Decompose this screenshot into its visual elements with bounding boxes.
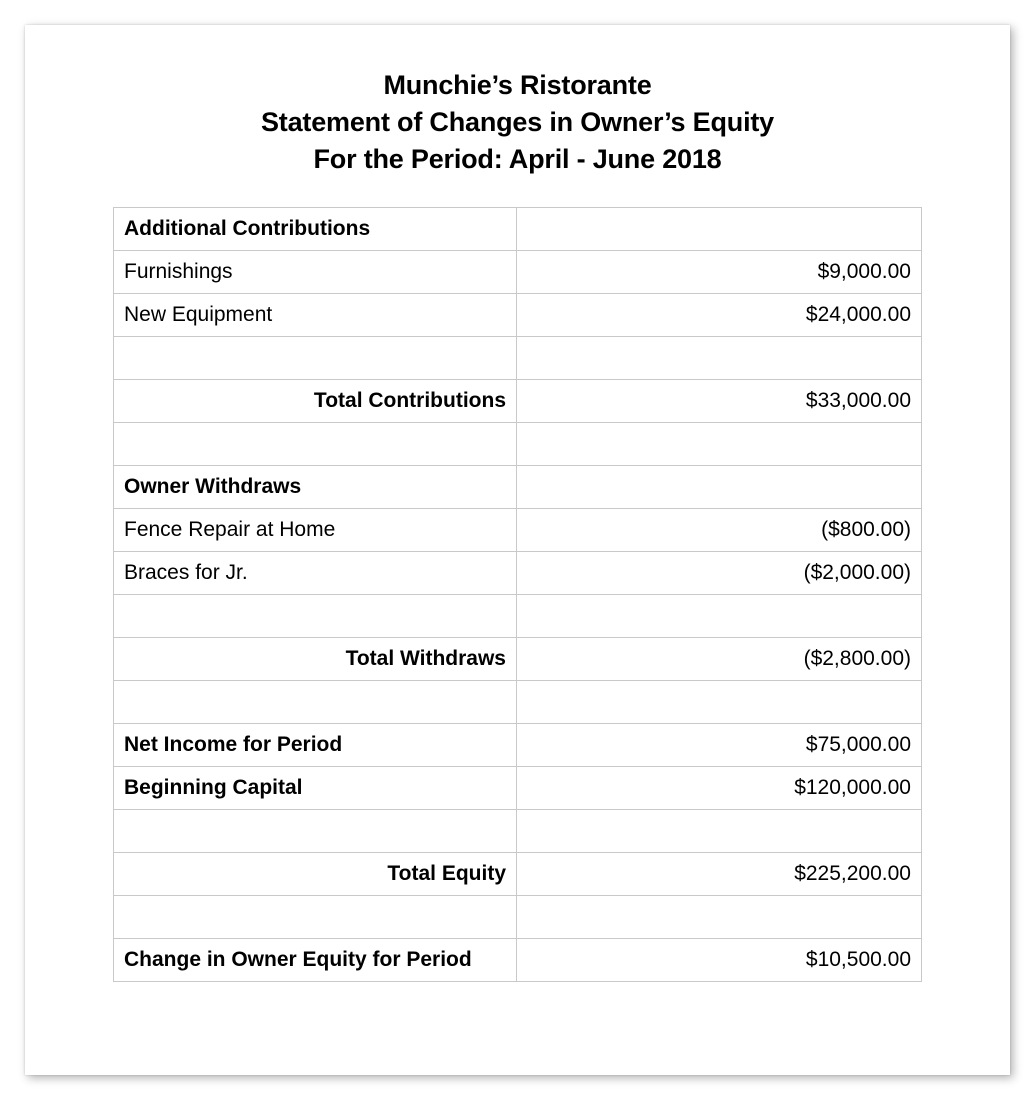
row-value-cell: $33,000.00 — [517, 380, 922, 423]
row-value-cell: ($2,000.00) — [517, 552, 922, 595]
spacer-cell — [114, 810, 517, 853]
spacer-cell — [517, 681, 922, 724]
row-label-cell: Total Equity — [114, 853, 517, 896]
table-row — [114, 939, 922, 982]
table-row — [114, 810, 922, 853]
spacer-cell — [114, 337, 517, 380]
row-label-cell: Total Contributions — [114, 380, 517, 423]
table-row — [114, 638, 922, 681]
document-page — [25, 25, 1010, 1075]
spacer-cell — [517, 423, 922, 466]
table-row — [114, 509, 922, 552]
page-title-line-2: Statement of Changes in Owner’s Equity — [261, 107, 774, 137]
row-value-cell: $75,000.00 — [517, 724, 922, 767]
table-row — [114, 251, 922, 294]
page-title-line-3: For the Period: April - June 2018 — [313, 144, 722, 174]
table-row — [114, 337, 922, 380]
page-title-line-1: Munchie’s Ristorante — [383, 70, 652, 100]
table-row — [114, 380, 922, 423]
spacer-cell — [114, 595, 517, 638]
table-row — [114, 552, 922, 595]
table-row — [114, 681, 922, 724]
row-label-cell: Fence Repair at Home — [114, 509, 517, 552]
row-label-cell: Braces for Jr. — [114, 552, 517, 595]
equity-statement-table — [113, 207, 922, 982]
spacer-cell — [517, 896, 922, 939]
row-label-cell: Furnishings — [114, 251, 517, 294]
spacer-cell — [517, 810, 922, 853]
row-value-cell: $225,200.00 — [517, 853, 922, 896]
table-row — [114, 724, 922, 767]
spacer-cell — [114, 896, 517, 939]
row-label-cell: Change in Owner Equity for Period — [114, 939, 517, 982]
row-value-cell: ($2,800.00) — [517, 638, 922, 681]
row-value-cell — [517, 208, 922, 251]
table-row — [114, 767, 922, 810]
row-label-cell: Additional Contributions — [114, 208, 517, 251]
table-row — [114, 208, 922, 251]
row-value-cell: $120,000.00 — [517, 767, 922, 810]
table-row — [114, 294, 922, 337]
statement-table-body — [114, 208, 922, 982]
row-label-cell: Owner Withdraws — [114, 466, 517, 509]
table-row — [114, 896, 922, 939]
spacer-cell — [114, 681, 517, 724]
spacer-cell — [517, 595, 922, 638]
document-title-block — [25, 25, 1010, 178]
row-value-cell: $24,000.00 — [517, 294, 922, 337]
row-label-cell: Total Withdraws — [114, 638, 517, 681]
row-label-cell: New Equipment — [114, 294, 517, 337]
table-row — [114, 423, 922, 466]
row-label-cell: Net Income for Period — [114, 724, 517, 767]
spacer-cell — [517, 337, 922, 380]
table-row — [114, 853, 922, 896]
row-value-cell: $10,500.00 — [517, 939, 922, 982]
table-row — [114, 466, 922, 509]
spacer-cell — [114, 423, 517, 466]
table-row — [114, 595, 922, 638]
row-label-cell: Beginning Capital — [114, 767, 517, 810]
row-value-cell — [517, 466, 922, 509]
row-value-cell: $9,000.00 — [517, 251, 922, 294]
row-value-cell: ($800.00) — [517, 509, 922, 552]
